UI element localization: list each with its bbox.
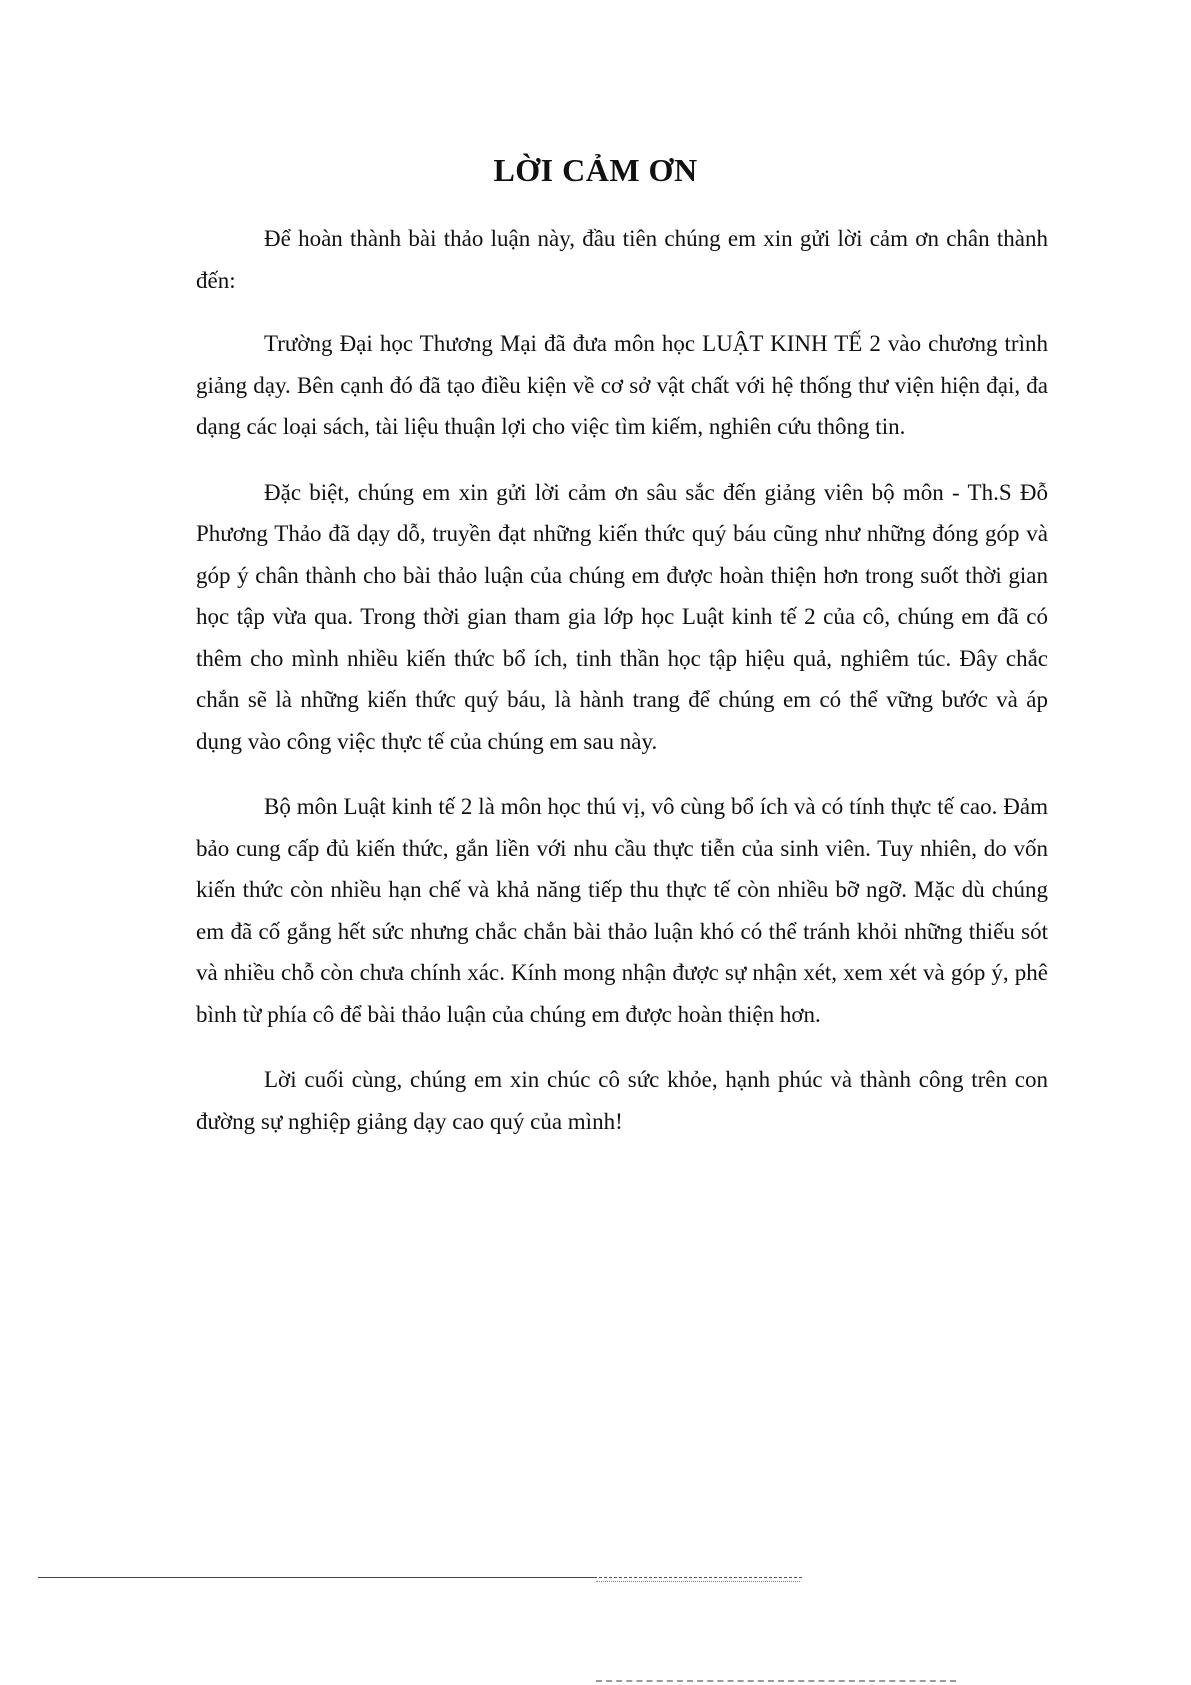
paragraph-intro: Để hoàn thành bài thảo luận này, đầu tiên chúng em xin gửi lời cảm ơn chân thành đến:	[196, 226, 1048, 293]
footer-rule-dotted	[596, 1581, 800, 1582]
page-title: LỜI CẢM ƠN	[493, 152, 698, 188]
footer-rule	[38, 1577, 594, 1578]
paragraph-course: Bộ môn Luật kinh tế 2 là môn học thú vị, vô cùng bổ ích và có tính thực tế cao. Đảm bảo cung cấp đủ kiến thức, gắn liền với nhu cầu thực tiễn của sinh viên. Tuy nhiên, do vốn kiến thức còn nhiều hạn chế và khả năng tiếp thu thực tế còn nhiều bỡ ngỡ. Mặc dù chúng em đã cố gắng hết sức nhưng chắc chắn bài thảo luận khó có thể tránh khỏi những thiếu sót và nhiều chỗ còn chưa chính xác. Kính mong nhận được sự nhận xét, xem xét và góp ý, phê bình từ phía cô để bài thảo luận của chúng em được hoàn thiện hơn.	[196, 794, 1048, 1027]
scan-artifact-line	[596, 1680, 956, 1685]
paragraph-university: Trường Đại học Thương Mại đã đưa môn học LUẬT KINH TẾ 2 vào chương trình giảng dạy. Bên cạnh đó đã tạo điều kiện về cơ sở vật chất với hệ thống thư viện hiện đại, đa dạng các loại sách, tài liệu thuận lợi cho việc tìm kiếm, nghiên cứu thông tin.	[196, 331, 1048, 439]
footer-rule-dashed	[594, 1577, 802, 1578]
paragraph-closing: Lời cuối cùng, chúng em xin chúc cô sức khỏe, hạnh phúc và thành công trên con đường sự nghiệp giảng dạy cao quý của mình!	[196, 1067, 1048, 1134]
document-body	[196, 218, 1048, 1164]
paragraph-lecturer: Đặc biệt, chúng em xin gửi lời cảm ơn sâu sắc đến giảng viên bộ môn - Th.S Đỗ Phương Thảo đã dạy dỗ, truyền đạt những kiến thức quý báu cũng như những đóng góp và góp ý chân thành cho bài thảo luận của chúng em được hoàn thiện hơn trong suốt thời gian học tập vừa qua. Trong thời gian tham gia lớp học Luật kinh tế 2 của cô, chúng em đã có thêm cho mình nhiều kiến thức bổ ích, tinh thần học tập hiệu quả, nghiêm túc. Đây chắc chắn sẽ là những kiến thức quý báu, là hành trang để chúng em có thể vững bước và áp dụng vào công việc thực tế của chúng em sau này.	[196, 479, 1048, 754]
